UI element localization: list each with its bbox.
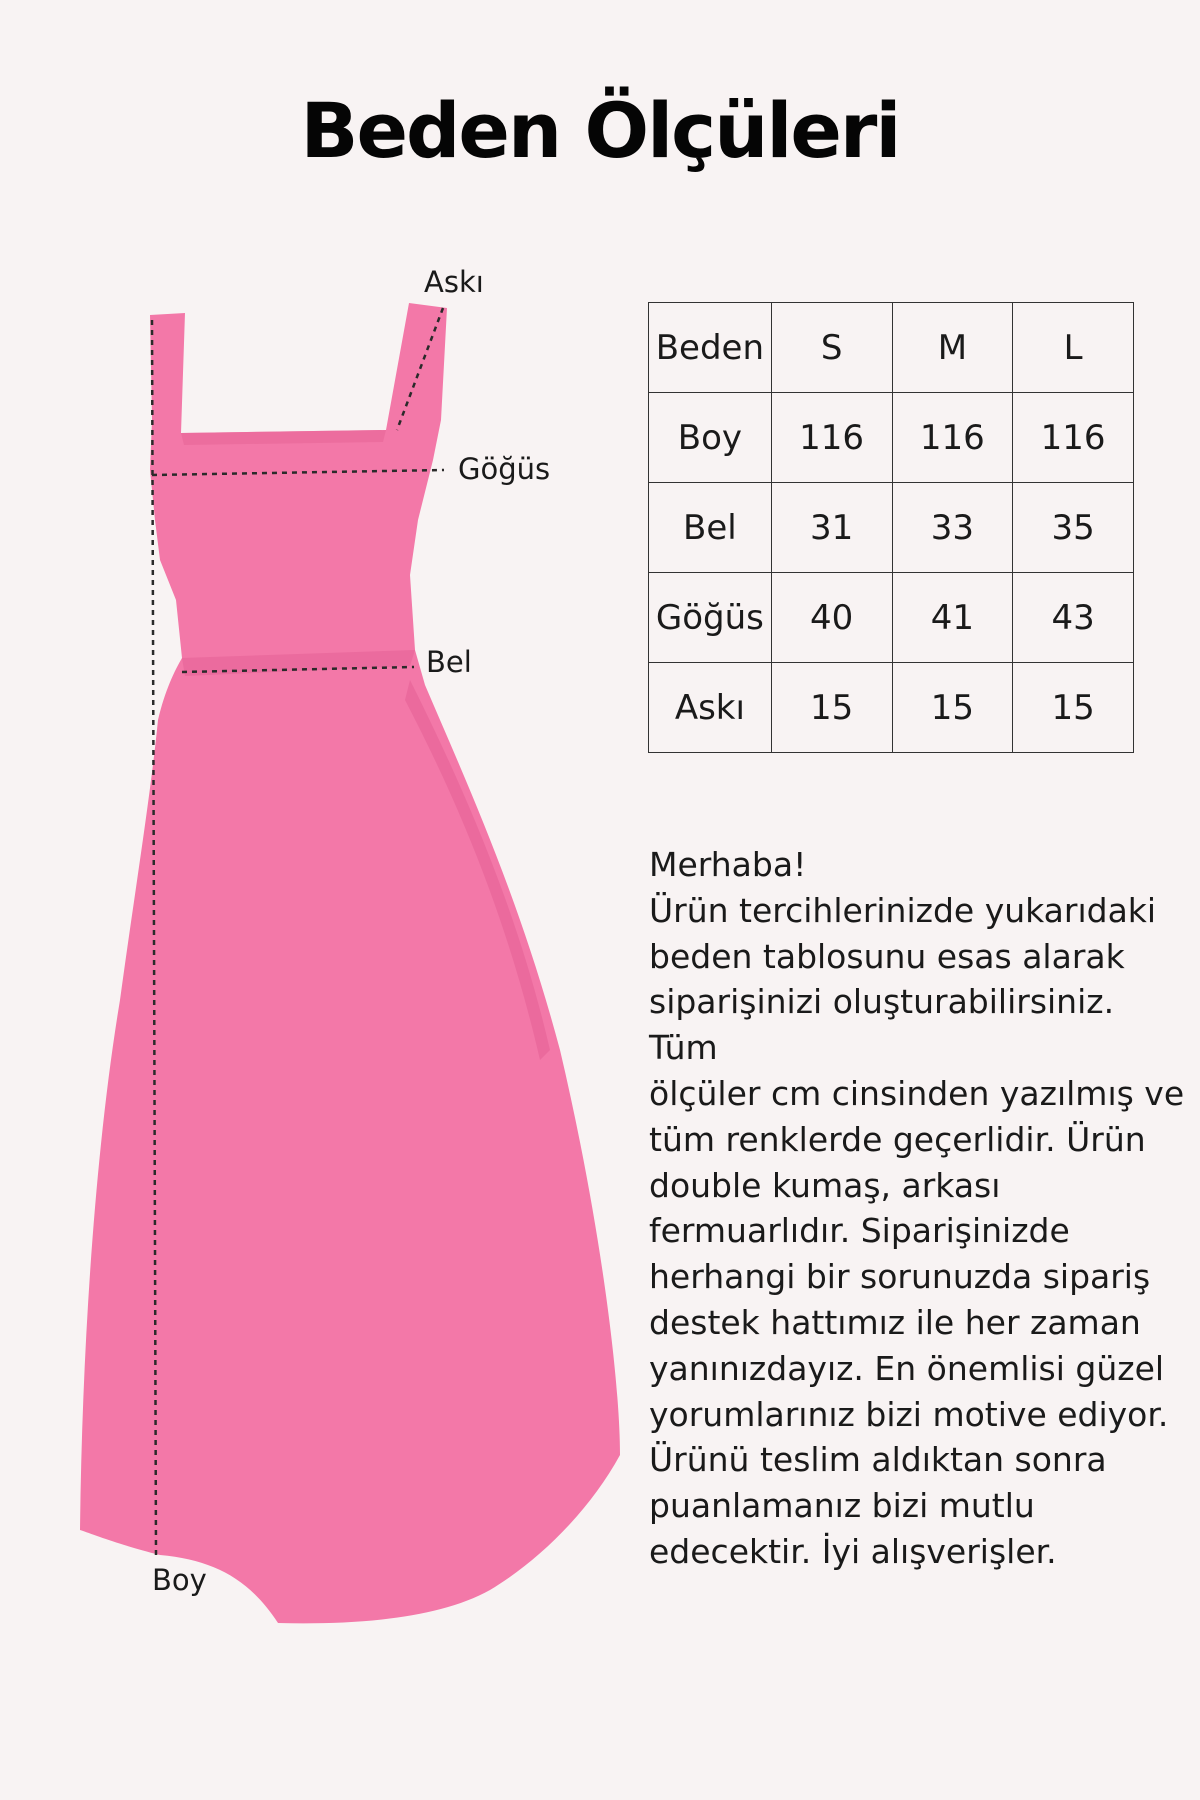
table-row bbox=[649, 483, 1134, 573]
table-cell: 15 bbox=[1013, 663, 1134, 753]
table-cell: 40 bbox=[771, 573, 892, 663]
dress-body bbox=[80, 303, 620, 1623]
table-cell: 41 bbox=[892, 573, 1013, 663]
size-header-m: M bbox=[892, 303, 1013, 393]
description-line: tüm renklerde geçerlidir. Ürün bbox=[649, 1119, 1146, 1159]
size-header-l: L bbox=[1013, 303, 1134, 393]
table-cell: 35 bbox=[1013, 483, 1134, 573]
table-row bbox=[649, 573, 1134, 663]
description-line: destek hattımız ile her zaman bbox=[649, 1302, 1141, 1342]
row-label-boy: Boy bbox=[649, 393, 772, 483]
table-header-row bbox=[649, 303, 1134, 393]
description-line: puanlamanız bizi mutlu bbox=[649, 1486, 1035, 1526]
row-label-gogus: Göğüs bbox=[649, 573, 772, 663]
label-gogus: Göğüs bbox=[458, 452, 551, 486]
label-bel: Bel bbox=[426, 645, 472, 679]
table-cell: 43 bbox=[1013, 573, 1134, 663]
description-line: Ürünü teslim aldıktan sonra bbox=[649, 1440, 1107, 1480]
page-title: Beden Ölçüleri bbox=[300, 86, 900, 175]
size-header-s: S bbox=[771, 303, 892, 393]
table-row bbox=[649, 393, 1134, 483]
label-boy: Boy bbox=[152, 1563, 207, 1597]
greeting: Merhaba! bbox=[649, 845, 807, 884]
description-line: yanınızdayız. En önemlisi güzel bbox=[649, 1348, 1165, 1388]
table-cell: 116 bbox=[771, 393, 892, 483]
table-cell: 15 bbox=[892, 663, 1013, 753]
row-label-aski: Askı bbox=[649, 663, 772, 753]
description-line: yorumlarınız bizi motive ediyor. bbox=[649, 1394, 1169, 1434]
table-cell: 33 bbox=[892, 483, 1013, 573]
description-line: siparişinizi oluşturabilirsiniz. Tüm bbox=[649, 982, 1115, 1068]
size-table bbox=[648, 302, 1134, 753]
description-text bbox=[649, 842, 1189, 1575]
table-cell: 116 bbox=[1013, 393, 1134, 483]
row-label-bel: Bel bbox=[649, 483, 772, 573]
label-aski: Askı bbox=[424, 265, 484, 299]
description-line: fermuarlıdır. Siparişinizde bbox=[649, 1211, 1070, 1251]
table-corner-cell: Beden bbox=[649, 303, 772, 393]
table-row bbox=[649, 663, 1134, 753]
table-cell: 15 bbox=[771, 663, 892, 753]
description-line: ölçüler cm cinsinden yazılmış ve bbox=[649, 1073, 1185, 1113]
table-cell: 31 bbox=[771, 483, 892, 573]
description-line: herhangi bir sorunuzda sipariş bbox=[649, 1257, 1151, 1297]
description-line: edecektir. İyi alışverişler. bbox=[649, 1531, 1057, 1571]
description-line: double kumaş, arkası bbox=[649, 1165, 1001, 1205]
description-line: beden tablosunu esas alarak bbox=[649, 936, 1125, 976]
description-line: Ürün tercihlerinizde yukarıdaki bbox=[649, 890, 1157, 930]
table-cell: 116 bbox=[892, 393, 1013, 483]
